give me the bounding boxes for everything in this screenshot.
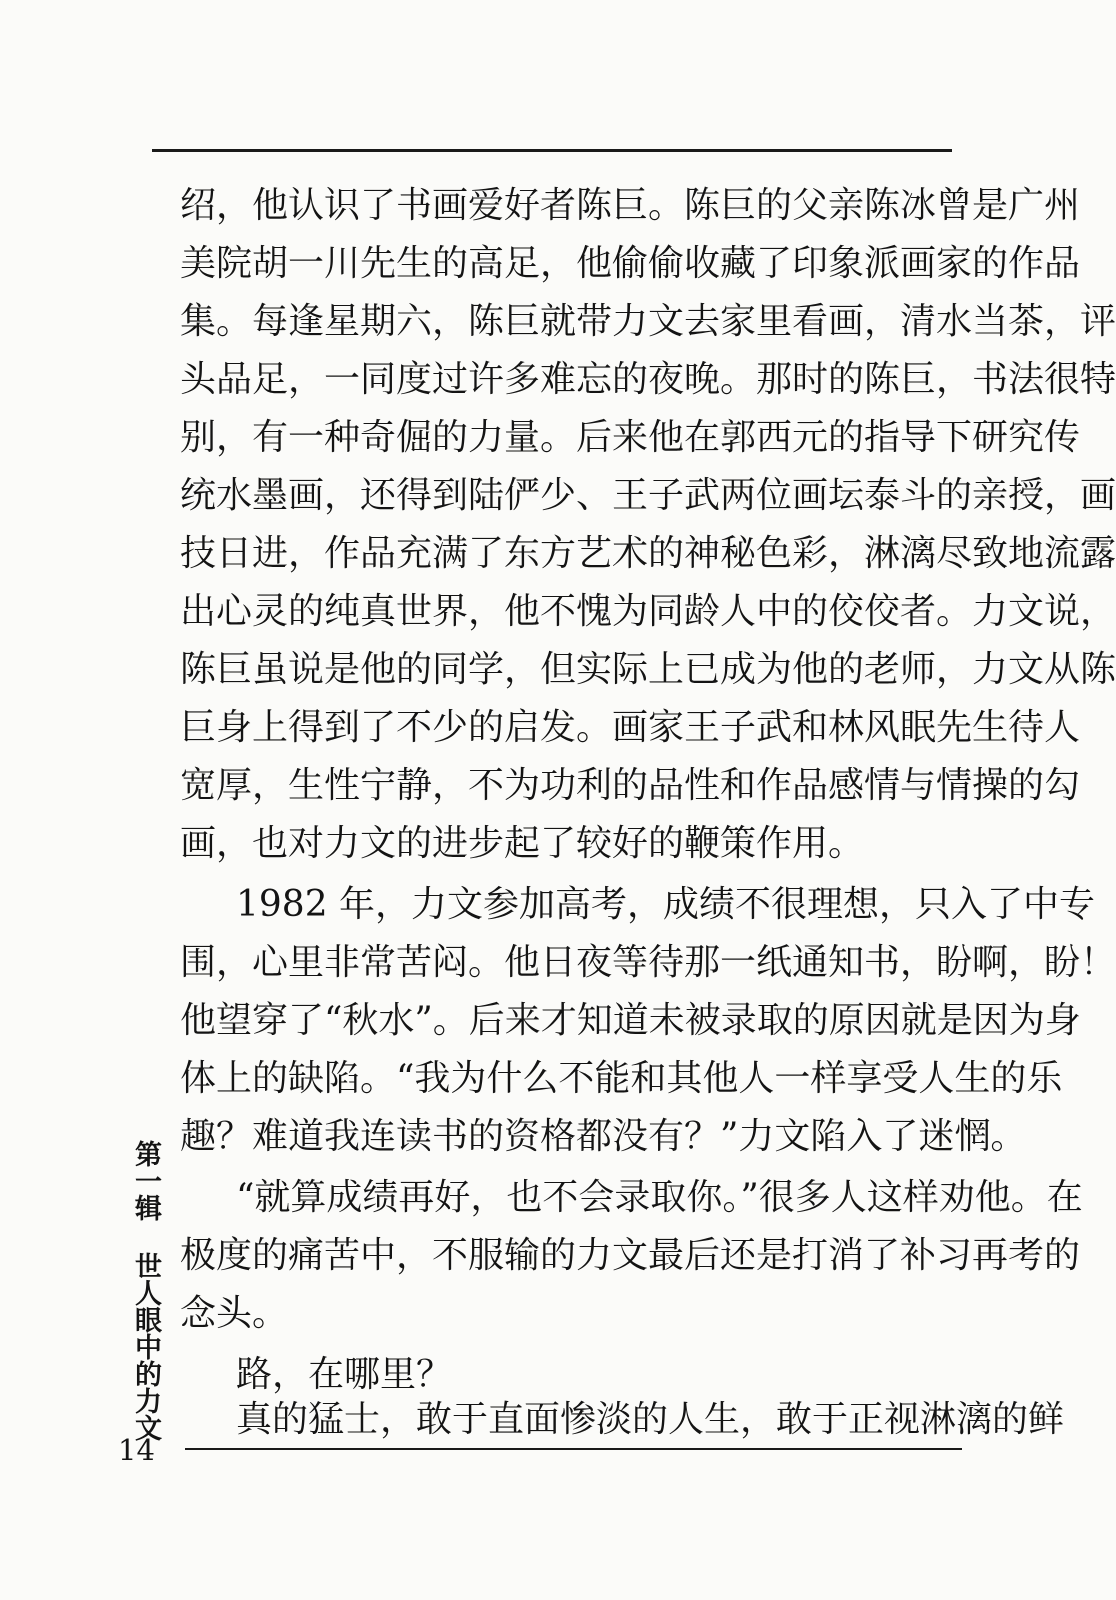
text-line: 真的猛士，敢于直面惨淡的人生，敢于正视淋漓的鲜: [236, 1399, 1065, 1440]
text-line: “就算成绩再好，也不会录取你。”很多人这样劝他。在: [236, 1177, 1083, 1218]
text-line: 美院胡一川先生的高足，他偷偷收藏了印象派画家的作品: [180, 243, 1081, 284]
text-line: 绍，他认识了书画爱好者陈巨。陈巨的父亲陈冰曾是广州: [180, 185, 1081, 226]
text-line: 头品足，一同度过许多难忘的夜晚。那时的陈巨，书法很特: [180, 359, 1116, 400]
text-line: 集。每逢星期六，陈巨就带力文去家里看画，清水当茶，评: [180, 301, 1116, 342]
text-line: 1982 年，力文参加高考，成绩不很理想，只入了中专: [236, 884, 1096, 925]
text-line: 趣？难道我连读书的资格都没有？”力文陷入了迷惘。: [180, 1116, 1027, 1157]
footer-rule: [185, 1448, 962, 1450]
text-line: 围，心里非常苦闷。他日夜等待那一纸通知书，盼啊，盼！: [180, 942, 1116, 983]
text-line: 巨身上得到了不少的启发。画家王子武和林风眠先生待人: [180, 707, 1081, 748]
header-rule: [152, 149, 952, 152]
text-line: 路，在哪里？: [236, 1354, 453, 1395]
page-number: 14: [118, 1433, 155, 1467]
text-line: 极度的痛苦中，不服输的力文最后还是打消了补习再考的: [180, 1235, 1081, 1276]
text-line: 画，也对力文的进步起了较好的鞭策作用。: [180, 823, 865, 864]
text-line: 宽厚，生性宁静，不为功利的品性和作品感情与情操的勾: [180, 765, 1081, 806]
running-header-caption: 第一辑 世人眼中的力文: [130, 1140, 161, 1441]
text-line: 出心灵的纯真世界，他不愧为同龄人中的佼佼者。力文说，: [180, 591, 1116, 632]
text-line: 体上的缺陷。“我为什么不能和其他人一样享受人生的乐: [180, 1058, 1063, 1099]
text-line: 别，有一种奇倔的力量。后来他在郭西元的指导下研究传: [180, 417, 1081, 458]
text-line: 念头。: [180, 1293, 289, 1334]
text-line: 技日进，作品充满了东方艺术的神秘色彩，淋漓尽致地流露: [180, 533, 1116, 574]
text-line: 统水墨画，还得到陆俨少、王子武两位画坛泰斗的亲授，画: [180, 475, 1116, 516]
text-line: 陈巨虽说是他的同学，但实际上已成为他的老师，力文从陈: [180, 649, 1116, 690]
text-line: 他望穿了“秋水”。后来才知道未被录取的原因就是因为身: [180, 1000, 1081, 1041]
